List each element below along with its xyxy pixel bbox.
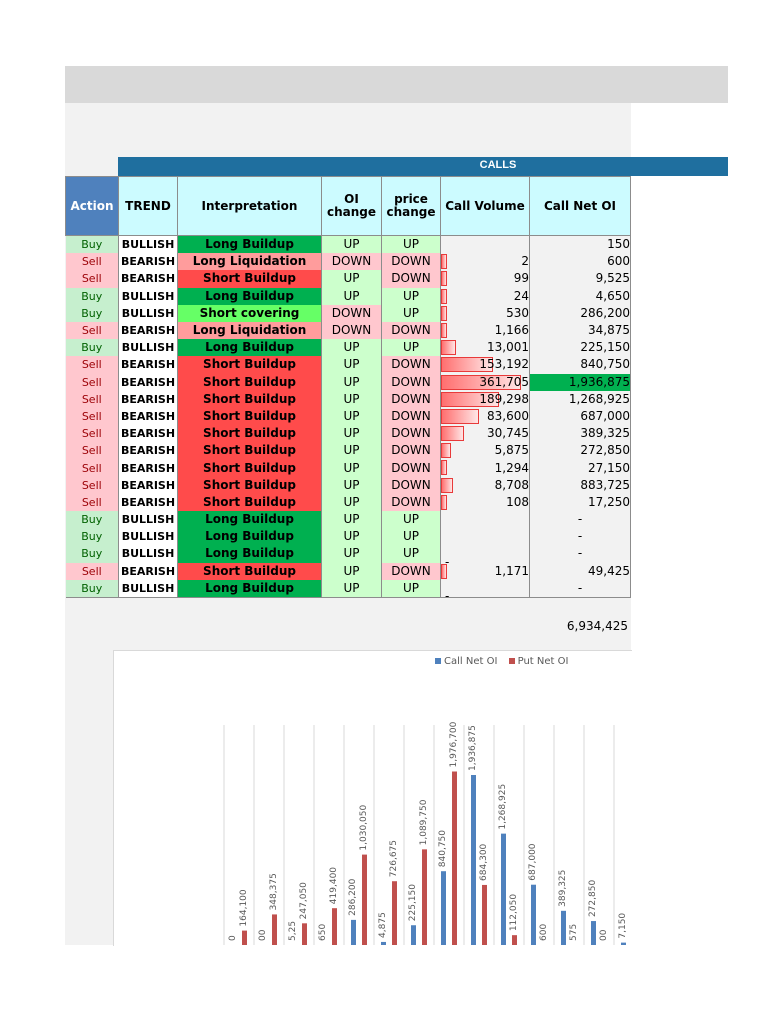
call-volume-cell[interactable] [441,305,530,322]
call-net-oi-cell[interactable]: - [530,580,631,598]
calls-header-band [118,157,728,176]
price-change-cell[interactable]: UP [382,528,441,545]
table-row [66,270,631,287]
table-row [66,494,631,511]
table-row [66,408,631,425]
price-change-cell[interactable]: DOWN [382,322,441,339]
action-cell[interactable]: Sell [66,442,119,459]
put-data-label: 1,976,700 [449,721,459,768]
call-volume-value: - [445,554,450,563]
oi-change-cell[interactable]: UP [322,528,382,545]
legend-label-put: Put Net OI [517,656,569,667]
action-cell[interactable]: Sell [66,425,119,442]
call-volume-value: 24 [513,288,529,303]
legend-swatch-call [435,658,441,664]
put-data-label: 00 [599,929,609,941]
action-cell[interactable]: Sell [66,494,119,511]
put-data-label: 575 [569,923,579,941]
col-header-oi-change[interactable]: OI change [322,177,382,236]
trend-cell[interactable]: BEARISH [119,391,178,408]
volume-data-bar [441,478,453,493]
table-row [66,545,631,562]
interpretation-cell[interactable]: Long Liquidation [178,253,322,270]
interpretation-cell[interactable]: Long Liquidation [178,322,322,339]
interpretation-cell[interactable]: Short Buildup [178,408,322,425]
volume-data-bar [441,289,447,304]
oi-change-cell[interactable]: UP [322,580,382,598]
call-net-oi-cell[interactable]: 4,650 [530,288,631,305]
volume-data-bar [441,460,447,475]
call-net-oi-cell[interactable]: 272,850 [530,442,631,459]
call-net-oi-cell[interactable]: 687,000 [530,408,631,425]
oi-change-cell[interactable]: UP [322,425,382,442]
call-volume-cell[interactable] [441,580,530,598]
table-row [66,391,631,408]
interpretation-cell[interactable]: Long Buildup [178,236,322,254]
price-change-cell[interactable]: DOWN [382,356,441,373]
call-data-label: 4,875 [378,912,388,938]
call-volume-value: 108 [506,494,529,509]
call-data-label: 7,150 [618,912,628,939]
action-cell[interactable]: Sell [66,563,119,580]
oi-change-cell[interactable]: UP [322,408,382,425]
price-change-cell[interactable]: UP [382,305,441,322]
call-volume-value: 1,171 [494,563,529,578]
total-net-oi: 6,934,425 [566,619,628,633]
call-volume-cell[interactable] [441,322,530,339]
interpretation-cell[interactable]: Short Buildup [178,459,322,476]
action-cell[interactable]: Sell [66,391,119,408]
call-volume-value: 361,705 [479,374,529,389]
call-volume-value: 83,600 [487,408,529,423]
put-data-label: 600 [539,923,549,941]
trend-cell[interactable]: BULLISH [119,288,178,305]
price-change-cell[interactable]: DOWN [382,253,441,270]
trend-cell[interactable]: BEARISH [119,374,178,391]
call-net-oi-cell[interactable]: 1,936,875 [530,374,631,391]
call-net-oi-cell[interactable]: 600 [530,253,631,270]
table-row [66,425,631,442]
price-change-cell[interactable]: DOWN [382,459,441,476]
action-cell[interactable]: Sell [66,459,119,476]
volume-data-bar [441,426,464,441]
interpretation-cell[interactable]: Short Buildup [178,391,322,408]
volume-data-bar [441,564,447,579]
trend-cell[interactable]: BULLISH [119,236,178,254]
oi-change-cell[interactable]: DOWN [322,322,382,339]
trend-cell[interactable]: BULLISH [119,580,178,598]
price-change-cell[interactable]: DOWN [382,270,441,287]
call-data-label: 1,268,925 [498,783,508,830]
call-net-oi-cell[interactable]: - [530,528,631,545]
call-volume-cell[interactable] [441,494,530,511]
table-row [66,477,631,494]
put-data-label: 348,375 [269,873,279,911]
call-volume-value: 30,745 [487,426,529,441]
col-header-call-volume[interactable]: Call Volume [441,177,530,236]
interpretation-cell[interactable]: Long Buildup [178,339,322,356]
table-row [66,563,631,580]
price-change-cell[interactable]: DOWN [382,563,441,580]
call-net-oi-cell[interactable]: 9,525 [530,270,631,287]
price-change-cell[interactable]: DOWN [382,425,441,442]
oi-change-cell[interactable]: UP [322,288,382,305]
call-volume-cell[interactable] [441,511,530,528]
call-net-oi-cell[interactable]: 286,200 [530,305,631,322]
trend-cell[interactable]: BEARISH [119,356,178,373]
oi-change-cell[interactable]: UP [322,545,382,562]
trend-cell[interactable]: BEARISH [119,408,178,425]
oi-change-cell[interactable]: UP [322,442,382,459]
col-header-interpretation[interactable]: Interpretation [178,177,322,236]
price-change-cell[interactable]: UP [382,580,441,598]
call-data-label: 0 [228,935,238,941]
volume-data-bar [441,271,447,286]
trend-cell[interactable]: BULLISH [119,305,178,322]
top-ribbon [65,66,728,103]
oi-change-cell[interactable]: UP [322,494,382,511]
oi-change-cell[interactable]: UP [322,236,382,254]
put-data-label: 1,030,050 [359,804,369,851]
call-volume-cell[interactable] [441,408,530,425]
table-row [66,511,631,528]
action-cell[interactable]: Sell [66,270,119,287]
trend-cell[interactable]: BEARISH [119,563,178,580]
action-cell[interactable]: Buy [66,511,119,528]
action-cell[interactable]: Sell [66,374,119,391]
trend-cell[interactable]: BEARISH [119,494,178,511]
interpretation-cell[interactable]: Short Buildup [178,442,322,459]
table-row [66,305,631,322]
call-volume-cell[interactable] [441,442,530,459]
trend-cell[interactable]: BEARISH [119,322,178,339]
oi-change-cell[interactable]: UP [322,511,382,528]
volume-data-bar [441,254,447,269]
legend-swatch-put [509,658,515,664]
call-net-oi-cell[interactable]: 389,325 [530,425,631,442]
call-volume-cell[interactable] [441,528,530,545]
action-cell[interactable]: Buy [66,528,119,545]
table-row [66,374,631,391]
oi-change-cell[interactable]: UP [322,356,382,373]
price-change-cell[interactable]: UP [382,339,441,356]
put-data-label: 726,675 [389,840,399,878]
put-data-label: 247,050 [299,882,309,920]
call-data-label: 5,25 [288,920,298,941]
oi-change-cell[interactable]: UP [322,459,382,476]
call-data-label: 650 [318,923,328,941]
action-cell[interactable]: Sell [66,356,119,373]
call-net-oi-cell[interactable]: 225,150 [530,339,631,356]
oi-change-cell[interactable]: DOWN [322,253,382,270]
call-volume-cell[interactable] [441,288,530,305]
call-net-oi-cell[interactable]: - [530,545,631,562]
call-data-label: 687,000 [528,843,538,881]
interpretation-cell[interactable]: Short Buildup [178,477,322,494]
call-volume-value: 99 [513,271,529,286]
call-data-label: 00 [258,929,268,941]
price-change-cell[interactable]: UP [382,288,441,305]
col-header-call-net-oi[interactable]: Call Net OI [530,177,631,236]
call-volume-value: 1,294 [494,460,529,475]
action-cell[interactable]: Buy [66,288,119,305]
legend-item-call [435,656,497,667]
put-data-label: 112,050 [509,893,519,932]
call-volume-cell[interactable] [441,236,530,254]
interpretation-cell[interactable]: Short covering [178,305,322,322]
call-net-oi-cell[interactable]: 840,750 [530,356,631,373]
call-volume-value: 8,708 [494,477,529,492]
volume-data-bar [441,340,456,355]
call-volume-value: - [445,537,450,546]
interpretation-cell[interactable]: Long Buildup [178,528,322,545]
interpretation-cell[interactable]: Long Buildup [178,511,322,528]
table-row [66,442,631,459]
call-volume-value: - [445,245,450,254]
price-change-cell[interactable]: UP [382,236,441,254]
call-volume-cell[interactable] [441,391,530,408]
call-data-label: 1,936,875 [468,725,478,771]
call-data-label: 272,850 [588,879,598,918]
trend-cell[interactable]: BEARISH [119,425,178,442]
call-net-oi-cell[interactable]: 34,875 [530,322,631,339]
action-cell[interactable]: Sell [66,322,119,339]
call-volume-value: 2 [521,254,529,269]
interpretation-cell[interactable]: Short Buildup [178,356,322,373]
price-change-cell[interactable]: DOWN [382,374,441,391]
table-row [66,253,631,270]
call-data-label: 225,150 [408,884,418,922]
call-volume-cell[interactable] [441,545,530,562]
call-volume-cell[interactable] [441,477,530,494]
call-volume-cell[interactable] [441,356,530,373]
volume-data-bar [441,323,447,338]
oi-change-cell[interactable]: UP [322,374,382,391]
call-volume-value: - [445,589,450,598]
oi-change-cell[interactable]: UP [322,391,382,408]
trend-cell[interactable]: BULLISH [119,511,178,528]
interpretation-cell[interactable]: Short Buildup [178,494,322,511]
call-volume-cell[interactable] [441,374,530,391]
table-row [66,236,631,254]
table-row [66,322,631,339]
chart-legend [435,656,576,667]
price-change-cell[interactable]: DOWN [382,391,441,408]
call-volume-cell[interactable] [441,253,530,270]
action-cell[interactable]: Buy [66,545,119,562]
action-cell[interactable]: Buy [66,305,119,322]
call-volume-value: 1,166 [494,323,529,338]
legend-label-call: Call Net OI [444,656,498,667]
call-volume-value: - [445,520,450,529]
call-volume-cell[interactable] [441,270,530,287]
table-row [66,528,631,545]
put-data-label: 1,089,750 [419,799,429,846]
call-data-label: 286,200 [348,878,358,916]
oi-change-cell[interactable]: UP [322,477,382,494]
table-row [66,339,631,356]
call-net-oi-cell[interactable]: 17,250 [530,494,631,511]
table-row [66,459,631,476]
call-volume-value: 189,298 [479,391,529,406]
table-row [66,580,631,598]
action-cell[interactable]: Buy [66,236,119,254]
table-row [66,356,631,373]
call-volume-cell[interactable] [441,459,530,476]
col-header-action[interactable]: Action [66,177,119,236]
options-table [65,176,631,598]
volume-data-bar [441,443,451,458]
price-change-cell[interactable]: DOWN [382,494,441,511]
trend-cell[interactable]: BULLISH [119,545,178,562]
call-net-oi-cell[interactable]: - [530,511,631,528]
oi-change-cell[interactable]: UP [322,339,382,356]
call-net-oi-cell[interactable]: 27,150 [530,459,631,476]
price-change-cell[interactable]: DOWN [382,477,441,494]
action-cell[interactable]: Buy [66,339,119,356]
put-data-label: 164,100 [239,889,249,927]
interpretation-cell[interactable]: Short Buildup [178,563,322,580]
put-data-label: 684,300 [479,843,489,881]
call-net-oi-cell[interactable]: 150 [530,236,631,254]
volume-data-bar [441,495,447,510]
action-cell[interactable]: Sell [66,477,119,494]
interpretation-cell[interactable]: Long Buildup [178,288,322,305]
trend-cell[interactable]: BEARISH [119,270,178,287]
action-cell[interactable]: Sell [66,408,119,425]
trend-cell[interactable]: BEARISH [119,442,178,459]
col-header-trend[interactable]: TREND [119,177,178,236]
oi-change-cell[interactable]: UP [322,270,382,287]
call-net-oi-cell[interactable]: 883,725 [530,477,631,494]
trend-cell[interactable]: BEARISH [119,253,178,270]
put-data-label: 419,400 [329,866,339,905]
table-body [66,236,631,598]
interpretation-cell[interactable]: Long Buildup [178,545,322,562]
trend-cell[interactable]: BULLISH [119,528,178,545]
action-cell[interactable]: Buy [66,580,119,598]
volume-data-bar [441,306,447,321]
call-net-oi-cell[interactable]: 1,268,925 [530,391,631,408]
interpretation-cell[interactable]: Long Buildup [178,580,322,598]
call-volume-value: 530 [506,305,529,320]
trend-cell[interactable]: BEARISH [119,477,178,494]
interpretation-cell[interactable]: Short Buildup [178,374,322,391]
price-change-cell[interactable]: UP [382,545,441,562]
call-volume-value: 13,001 [487,340,529,355]
call-volume-value: 153,192 [479,357,529,372]
call-volume-cell[interactable] [441,425,530,442]
price-change-cell[interactable]: DOWN [382,442,441,459]
action-cell[interactable]: Sell [66,253,119,270]
calls-title: CALLS [479,159,517,171]
trend-cell[interactable]: BULLISH [119,339,178,356]
interpretation-cell[interactable]: Short Buildup [178,425,322,442]
legend-item-put [509,656,569,667]
price-change-cell[interactable]: DOWN [382,408,441,425]
call-data-label: 389,325 [558,869,568,907]
trend-cell[interactable]: BEARISH [119,459,178,476]
call-volume-cell[interactable] [441,339,530,356]
interpretation-cell[interactable]: Short Buildup [178,270,322,287]
call-volume-value: 5,875 [494,443,529,458]
oi-change-cell[interactable]: DOWN [322,305,382,322]
call-volume-cell[interactable] [441,563,530,580]
oi-change-cell[interactable]: UP [322,563,382,580]
call-net-oi-cell[interactable]: 49,425 [530,563,631,580]
price-change-cell[interactable]: UP [382,511,441,528]
net-oi-chart [113,650,632,946]
col-header-price-change[interactable]: price change [382,177,441,236]
volume-data-bar [441,409,479,424]
call-data-label: 840,750 [438,829,448,868]
table-row [66,288,631,305]
